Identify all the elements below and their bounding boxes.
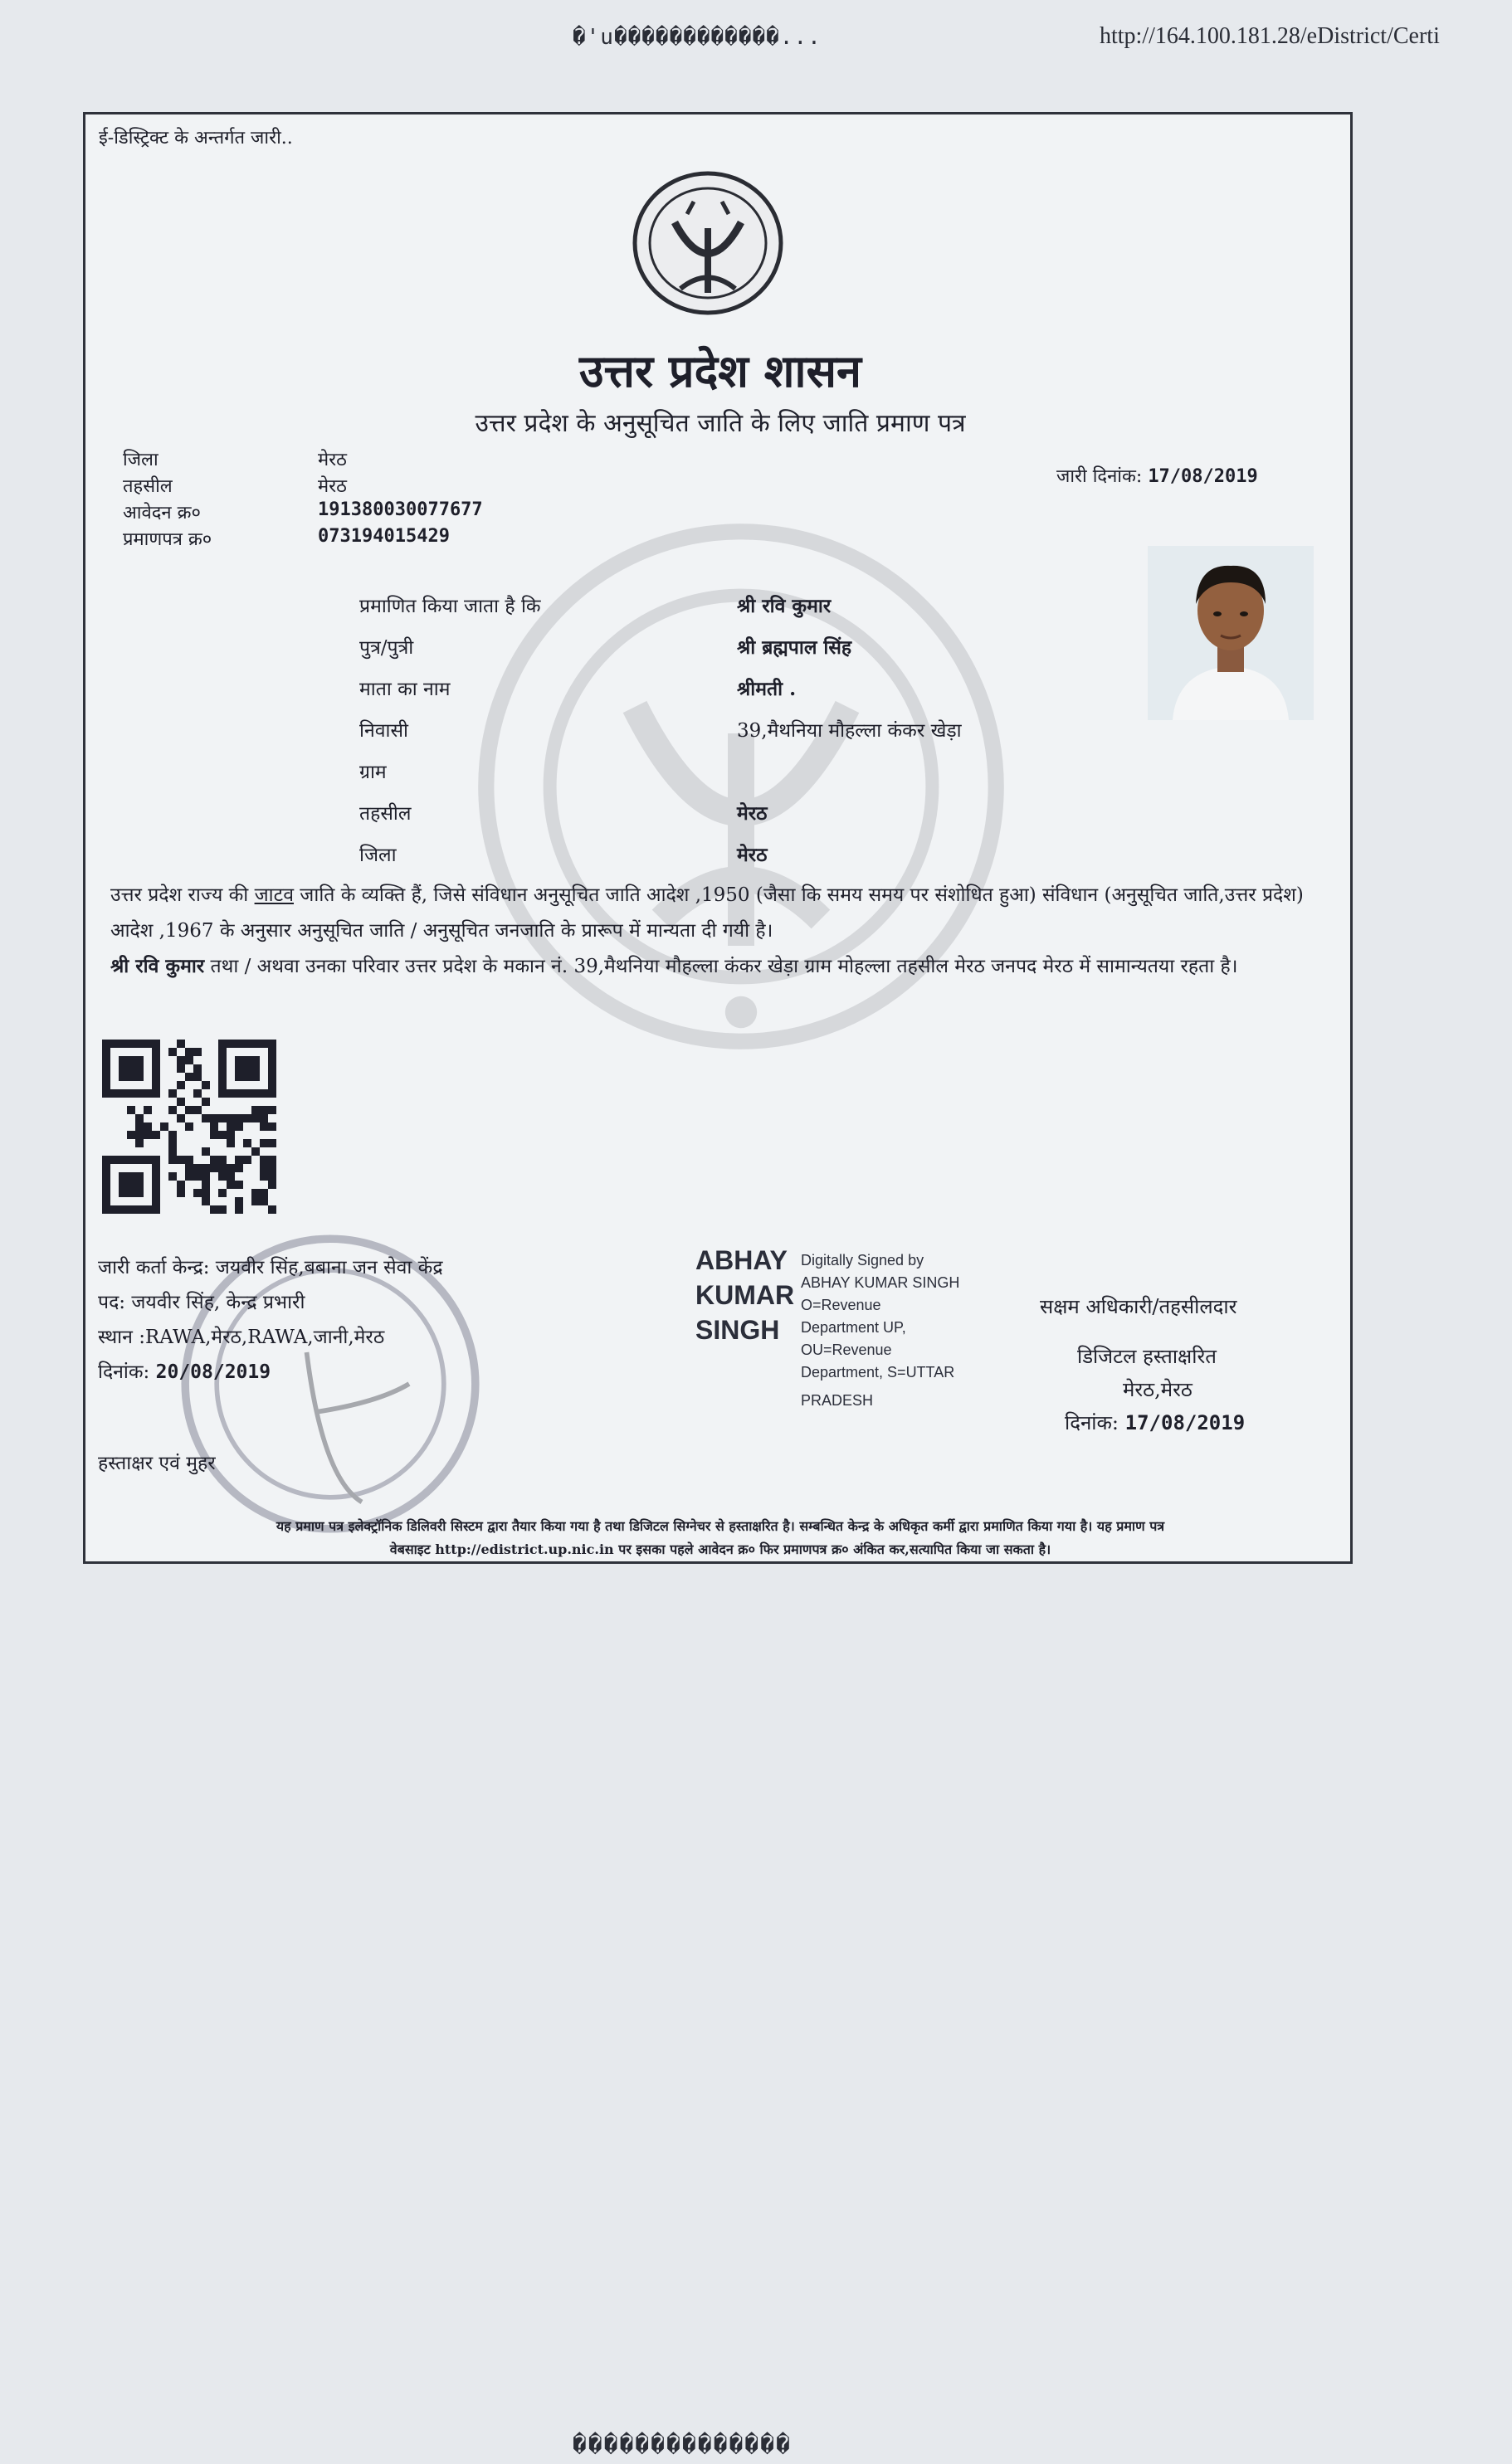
issuer-date: [98, 1357, 271, 1384]
meta-value-application-no: 191380030077677: [318, 499, 483, 520]
field-value-resident: 39,मैथनिया मौहल्ला कंकर खेड़ा: [737, 720, 962, 742]
caste-statement-a: उत्तर प्रदेश राज्य की: [110, 884, 255, 906]
issuer-post: पद: जयवीर सिंह, केन्द्र प्रभारी: [98, 1292, 305, 1313]
field-value-tehsil: मेरठ: [737, 802, 768, 825]
meta-label-tehsil: तहसील: [123, 476, 173, 497]
issuer-place: स्थान :RAWA,मेरठ,RAWA,जानी,मेरठ: [98, 1327, 385, 1348]
field-label-son-daughter: पुत्र/पुत्री: [359, 637, 414, 659]
signature-detail-line: Digitally Signed by: [801, 1252, 924, 1269]
residence-statement-name: श्री रवि कुमार: [110, 955, 205, 977]
caste-name: जाटव: [254, 884, 294, 906]
certificate-title: उत्तर प्रदेश के अनुसूचित जाति के लिए जाति प्रमाण पत्र: [475, 409, 966, 438]
issuer-date-value: 20/08/2019: [155, 1361, 271, 1383]
issue-date-value: 17/08/2019: [1148, 466, 1258, 487]
digitally-signed-label: डिजिटल हस्ताक्षरित: [1077, 1345, 1217, 1368]
signature-detail-line: OU=Revenue: [801, 1342, 892, 1358]
field-label-resident: निवासी: [359, 720, 408, 742]
meta-label-application-no: आवेदन क्र०: [123, 503, 201, 523]
signature-name-line: SINGH: [695, 1315, 780, 1345]
signature-detail-line: Department, S=UTTAR: [801, 1364, 955, 1381]
page-footer-text: ��������������: [573, 2431, 793, 2458]
field-label-tehsil: तहसील: [359, 803, 412, 825]
signature-detail-line: O=Revenue: [801, 1297, 881, 1313]
browser-title-text: �'u������������...: [573, 25, 822, 50]
person-photo-icon: [1148, 546, 1314, 720]
footer-note-line-1: यह प्रमाण पत्र इलेक्ट्रॉनिक डिलिवरी सिस्टम द्वारा तैयार किया गया है तथा डिजिटल सिग्नेचर से हस्ताक्षरित है। सम्बन्धित केन्द्र के अधिकृत कर्मी द्वारा प्रमाणित किया गया है। यह प्रमाण पत्र: [276, 1518, 1165, 1534]
field-label-district: जिला: [359, 845, 397, 866]
up-state-emblem-icon: [629, 168, 787, 318]
meta-value-tehsil: मेरठ: [318, 476, 347, 497]
issuer-date-label: दिनांक:: [98, 1361, 150, 1383]
qr-code: [102, 1035, 276, 1218]
residence-statement-paragraph: [110, 948, 1330, 985]
footer-note-line-2: वेबसाइट http://edistrict.up.nic.in पर इसका पहले आवेदन क्र० फिर प्रमाणपत्र क्र० अंकित कर,सत्यापित किया जा सकता है।: [389, 1541, 1051, 1557]
field-value-mother: श्रीमती .: [737, 678, 797, 700]
field-value-father: श्री ब्रह्मपाल सिंह: [737, 636, 852, 659]
authority-place: मेरठ,मेरठ: [1123, 1378, 1193, 1401]
digital-signature-details: [801, 1249, 959, 1384]
field-label-village: ग्राम: [359, 762, 387, 783]
residence-statement-rest: तथा / अथवा उनका परिवार उत्तर प्रदेश के मकान नं. 39,मैथनिया मौहल्ला कंकर खेड़ा ग्राम मोहल्ला तहसील मेरठ जनपद मेरठ में सामान्यतया रहता है।: [204, 956, 1238, 977]
issue-date-label: जारी दिनांक:: [1056, 466, 1143, 487]
government-title: उत्तर प्रदेश शासन: [579, 344, 861, 397]
field-label-certified-that: प्रमाणित किया जाता है कि: [359, 596, 541, 617]
meta-label-district: जिला: [123, 450, 159, 470]
meta-value-certificate-no: 073194015429: [318, 526, 450, 547]
competent-authority-title: सक्षम अधिकारी/तहसीलदार: [1040, 1295, 1237, 1318]
caste-statement-paragraph: [110, 878, 1330, 949]
signature-name-line: KUMAR: [695, 1280, 795, 1310]
authority-date-label: दिनांक:: [1065, 1411, 1119, 1434]
signature-detail-line: ABHAY KUMAR SINGH: [801, 1274, 960, 1291]
page-url-text: http://164.100.181.28/eDistrict/Certi: [1100, 23, 1440, 49]
field-value-name: श्री रवि कुमार: [737, 595, 832, 617]
issue-date: [1056, 463, 1258, 488]
authority-date-value: 17/08/2019: [1124, 1411, 1246, 1434]
signature-detail-line: Department UP,: [801, 1319, 906, 1336]
issued-under-text: ई-डिस्ट्रिक्ट के अन्तर्गत जारी..: [99, 128, 293, 149]
signature-state-line: PRADESH: [801, 1392, 874, 1409]
issuer-center: जारी कर्ता केन्द्र: जयवीर सिंह,बबाना जन सेवा केंद्र: [98, 1257, 443, 1278]
meta-label-certificate-no: प्रमाणपत्र क्र०: [123, 529, 212, 550]
signature-name-line: ABHAY: [695, 1245, 788, 1275]
digital-signature-name: [695, 1243, 794, 1347]
sign-and-seal-label: हस्ताक्षर एवं मुहर: [98, 1453, 216, 1474]
field-label-mother: माता का नाम: [359, 679, 451, 700]
certificate-sheet: [83, 112, 1353, 1564]
field-value-district: मेरठ: [737, 844, 768, 866]
meta-value-district: मेरठ: [318, 450, 347, 470]
caste-statement-b: जाति के व्यक्ति हैं, जिसे संविधान अनुसूचित जाति आदेश ,1950 (जैसा कि समय समय पर संशोधित हुआ) संविधान (अनुसूचित जाति,उत्तर प्रदेश) आदेश ,1967 के अनुसार अनुसूचित जाति / अनुसूचित जनजाति के प्रारूप में मान्यता दी गयी है।: [110, 884, 1304, 942]
authority-date: [1065, 1409, 1245, 1436]
applicant-photo: [1148, 546, 1314, 720]
